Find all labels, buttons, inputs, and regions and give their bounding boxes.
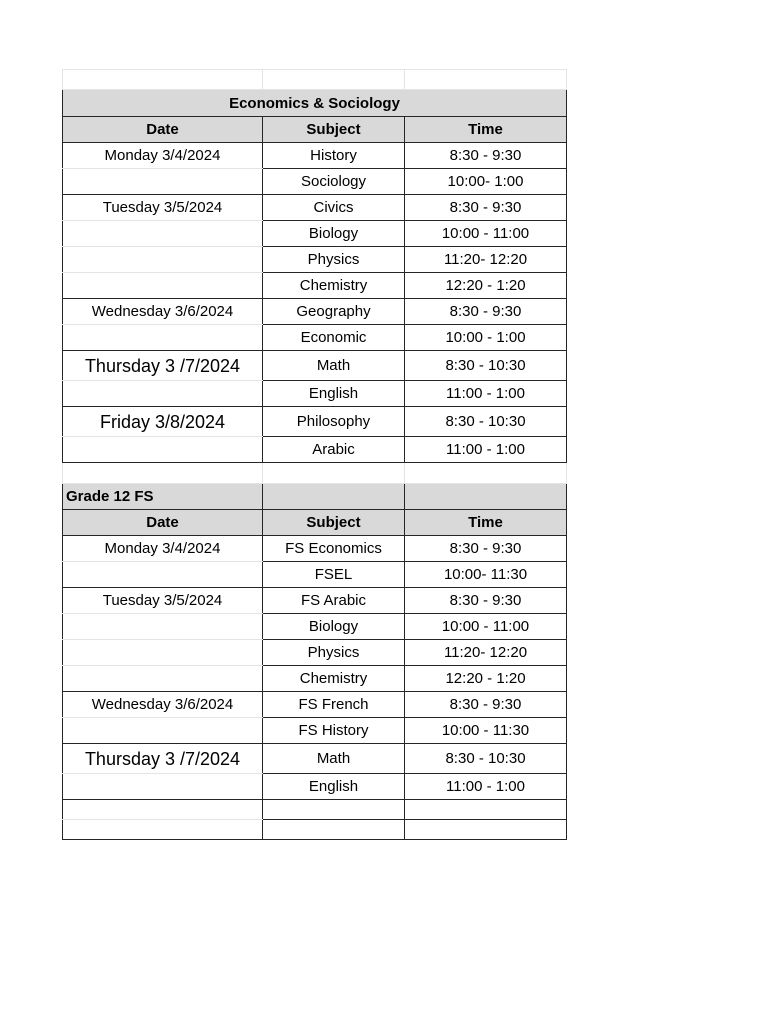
date-cell[interactable] — [63, 640, 263, 666]
date-cell[interactable]: Thursday 3 /7/2024 — [63, 744, 263, 774]
time-cell[interactable]: 11:00 - 1:00 — [405, 381, 567, 407]
date-cell[interactable]: Monday 3/4/2024 — [63, 143, 263, 169]
time-cell[interactable]: 12:20 - 1:20 — [405, 273, 567, 299]
date-cell[interactable] — [63, 666, 263, 692]
table-row — [63, 562, 567, 588]
subject-cell[interactable]: FS French — [263, 692, 405, 718]
time-cell[interactable]: 10:00 - 11:00 — [405, 221, 567, 247]
table-row — [63, 273, 567, 299]
table-row — [63, 536, 567, 562]
subject-cell[interactable]: FSEL — [263, 562, 405, 588]
date-cell[interactable] — [63, 774, 263, 800]
section-title[interactable]: Grade 12 FS — [63, 484, 263, 510]
date-cell[interactable]: Wednesday 3/6/2024 — [63, 299, 263, 325]
column-header-time[interactable]: Time — [405, 510, 567, 536]
subject-cell[interactable]: Chemistry — [263, 273, 405, 299]
table-row — [63, 247, 567, 273]
subject-cell[interactable]: Physics — [263, 640, 405, 666]
subject-cell[interactable]: Math — [263, 351, 405, 381]
header-row — [63, 117, 567, 143]
date-cell[interactable] — [63, 273, 263, 299]
table-row — [63, 169, 567, 195]
time-cell[interactable]: 10:00 - 1:00 — [405, 325, 567, 351]
section-title[interactable]: Economics & Sociology — [63, 90, 567, 117]
subject-cell[interactable]: Civics — [263, 195, 405, 221]
table-row — [63, 325, 567, 351]
time-cell[interactable] — [405, 800, 567, 820]
date-cell[interactable] — [63, 800, 263, 820]
column-header-date[interactable]: Date — [63, 117, 263, 143]
subject-cell[interactable]: Arabic — [263, 437, 405, 463]
date-cell[interactable] — [63, 247, 263, 273]
table-row — [63, 351, 567, 381]
time-cell[interactable]: 8:30 - 10:30 — [405, 407, 567, 437]
date-cell[interactable]: Friday 3/8/2024 — [63, 407, 263, 437]
cell[interactable] — [263, 463, 405, 484]
table-row — [63, 221, 567, 247]
spacer-row — [63, 463, 567, 484]
cell[interactable] — [63, 70, 263, 90]
date-cell[interactable] — [63, 820, 263, 840]
table-row — [63, 588, 567, 614]
date-cell[interactable]: Thursday 3 /7/2024 — [63, 351, 263, 381]
cell[interactable] — [263, 484, 405, 510]
subject-cell[interactable]: Economic — [263, 325, 405, 351]
subject-cell[interactable]: Sociology — [263, 169, 405, 195]
date-cell[interactable] — [63, 614, 263, 640]
table-row — [63, 800, 567, 820]
cell[interactable] — [263, 70, 405, 90]
column-header-date[interactable]: Date — [63, 510, 263, 536]
table-row — [63, 614, 567, 640]
subject-cell[interactable]: English — [263, 381, 405, 407]
cell[interactable] — [405, 484, 567, 510]
subject-cell[interactable]: FS Economics — [263, 536, 405, 562]
subject-cell[interactable]: Geography — [263, 299, 405, 325]
table-row — [63, 407, 567, 437]
subject-cell[interactable] — [263, 800, 405, 820]
date-cell[interactable]: Monday 3/4/2024 — [63, 536, 263, 562]
date-cell[interactable] — [63, 381, 263, 407]
date-cell[interactable] — [63, 718, 263, 744]
subject-cell[interactable]: FS Arabic — [263, 588, 405, 614]
date-cell[interactable] — [63, 437, 263, 463]
time-cell[interactable]: 8:30 - 10:30 — [405, 744, 567, 774]
column-header-time[interactable]: Time — [405, 117, 567, 143]
time-cell[interactable]: 11:00 - 1:00 — [405, 437, 567, 463]
header-row — [63, 510, 567, 536]
date-cell[interactable] — [63, 562, 263, 588]
subject-cell[interactable]: Math — [263, 744, 405, 774]
table-row — [63, 774, 567, 800]
table-row — [63, 820, 567, 840]
table-row — [63, 666, 567, 692]
time-cell[interactable]: 8:30 - 9:30 — [405, 588, 567, 614]
date-cell[interactable]: Wednesday 3/6/2024 — [63, 692, 263, 718]
date-cell[interactable] — [63, 221, 263, 247]
schedule-table — [62, 69, 567, 840]
time-cell[interactable]: 12:20 - 1:20 — [405, 666, 567, 692]
time-cell[interactable]: 8:30 - 9:30 — [405, 299, 567, 325]
subject-cell[interactable]: Physics — [263, 247, 405, 273]
section-title-row — [63, 484, 567, 510]
date-cell[interactable] — [63, 325, 263, 351]
time-cell[interactable]: 10:00 - 11:00 — [405, 614, 567, 640]
table-row — [63, 195, 567, 221]
time-cell[interactable]: 8:30 - 9:30 — [405, 143, 567, 169]
time-cell[interactable]: 10:00- 11:30 — [405, 562, 567, 588]
cell[interactable] — [63, 463, 263, 484]
subject-cell[interactable]: Biology — [263, 221, 405, 247]
subject-cell[interactable]: Chemistry — [263, 666, 405, 692]
date-cell[interactable]: Tuesday 3/5/2024 — [63, 588, 263, 614]
time-cell[interactable]: 8:30 - 9:30 — [405, 692, 567, 718]
cell[interactable] — [405, 463, 567, 484]
table-row — [63, 692, 567, 718]
table-row — [63, 744, 567, 774]
subject-cell[interactable]: English — [263, 774, 405, 800]
subject-cell[interactable]: Philosophy — [263, 407, 405, 437]
time-cell[interactable]: 8:30 - 9:30 — [405, 536, 567, 562]
table-row — [63, 299, 567, 325]
date-cell[interactable]: Tuesday 3/5/2024 — [63, 195, 263, 221]
time-cell[interactable]: 8:30 - 10:30 — [405, 351, 567, 381]
time-cell[interactable] — [405, 820, 567, 840]
subject-cell[interactable]: History — [263, 143, 405, 169]
date-cell[interactable] — [63, 169, 263, 195]
column-header-subject[interactable]: Subject — [263, 117, 405, 143]
subject-cell[interactable] — [263, 820, 405, 840]
column-header-subject[interactable]: Subject — [263, 510, 405, 536]
time-cell[interactable]: 11:20- 12:20 — [405, 640, 567, 666]
time-cell[interactable]: 11:20- 12:20 — [405, 247, 567, 273]
table-row — [63, 640, 567, 666]
time-cell[interactable]: 8:30 - 9:30 — [405, 195, 567, 221]
section-title-row — [63, 90, 567, 117]
table-row — [63, 381, 567, 407]
cell[interactable] — [405, 70, 567, 90]
spreadsheet — [62, 69, 566, 840]
table-row — [63, 143, 567, 169]
time-cell[interactable]: 10:00- 1:00 — [405, 169, 567, 195]
table-row — [63, 437, 567, 463]
time-cell[interactable]: 11:00 - 1:00 — [405, 774, 567, 800]
subject-cell[interactable]: Biology — [263, 614, 405, 640]
table-row — [63, 718, 567, 744]
spacer-row — [63, 70, 567, 90]
time-cell[interactable]: 10:00 - 11:30 — [405, 718, 567, 744]
subject-cell[interactable]: FS History — [263, 718, 405, 744]
